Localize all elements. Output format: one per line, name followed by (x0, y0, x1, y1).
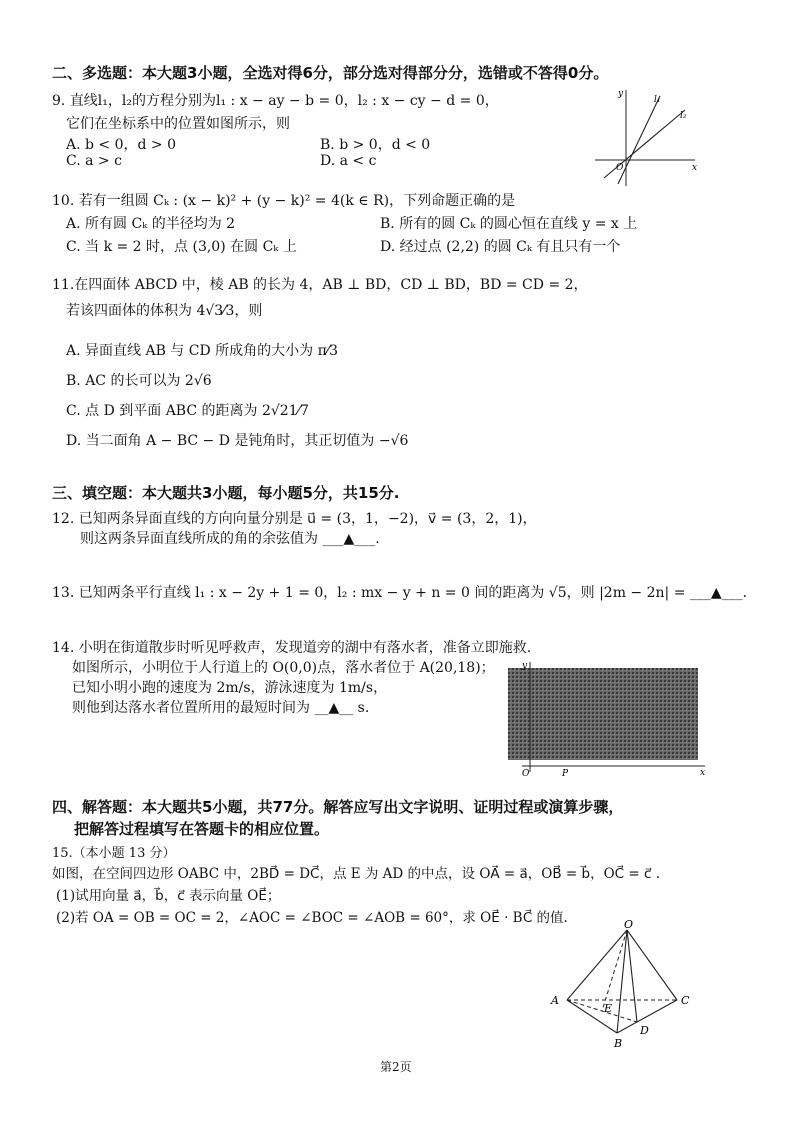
q10-option-a: A. 所有圆 Cₖ 的半径均为 2 (66, 216, 236, 232)
q15-part1: (1)试用向量 a⃗，b⃗，c⃗ 表示向量 OE⃗； (56, 888, 281, 904)
section-4-heading-line1: 四、解答题：本大题共5小题，共77分。解答应写出文字说明、证明过程或演算步骤， (52, 798, 624, 816)
q11-stem-line1: 11.在四面体 ABCD 中，棱 AB 的长为 4，AB ⊥ BD，CD ⊥ BD，BD = CD = 2， (52, 277, 588, 293)
segment-od (627, 930, 637, 1022)
section-2-heading: 二、多选题：本大题3小题，全选对得6分，部分选对得部分分，选错或不答得0分。 (52, 64, 609, 82)
q9-origin-label: O (616, 163, 624, 173)
q15-stem: 如图，在空间四边形 OABC 中，2BD⃗ = DC⃗，点 E 为 AD 的中点，设 OA⃗ = a⃗，OB⃗ = b⃗，OC⃗ = c⃗ . (52, 866, 660, 882)
q11-stem-line2: 若该四面体的体积为 4√3⁄3，则 (66, 303, 263, 319)
page-number: 第2页 (380, 1060, 412, 1074)
q14-stem-line4: 则他到达落水者位置所用的最短时间为 __▲__ s. (72, 700, 370, 716)
q9-option-b: B. b > 0，d < 0 (320, 137, 431, 153)
q11-option-c: C. 点 D 到平面 ABC 的距离为 2√21⁄7 (66, 403, 309, 419)
q15-score: 15.（本小题 13 分） (52, 846, 176, 861)
q9-option-a: A. b < 0，d > 0 (66, 137, 177, 153)
q14-stem-line3: 已知小明小跑的速度为 2m/s，游泳速度为 1m/s， (72, 680, 388, 696)
q13-stem: 13. 已知两条平行直线 l₁ : x − 2y + 1 = 0，l₂ : mx − y + n = 0 间的距离为 √5，则 |2m − 2n| = ___▲___. (52, 585, 748, 601)
q9-l2-label: l₂ (680, 111, 687, 121)
edge-oa (567, 930, 627, 1000)
q9-option-c: C. a > c (66, 153, 122, 169)
q14-x-label: x (700, 768, 706, 778)
vertex-c-label: C (681, 994, 690, 1007)
q9-l1-label: l₁ (654, 95, 661, 105)
vertex-b-label: B (614, 1037, 623, 1050)
q9-x-label: x (692, 163, 698, 173)
q12-stem-line1: 12. 已知两条异面直线的方向向量分别是 u⃗ = (3，1，−2)，v⃗ = (3，2，1)， (52, 511, 537, 527)
q10-option-c: C. 当 k = 2 时，点 (3,0) 在圆 Cₖ 上 (66, 239, 297, 255)
q11-option-a: A. 异面直线 AB 与 CD 所成角的大小为 π⁄3 (66, 343, 339, 359)
q15-part2: (2)若 OA = OB = OC = 2，∠AOC = ∠BOC = ∠AOB = 60°，求 OE⃗ · BC⃗ 的值. (56, 910, 568, 926)
q9-line-l1 (618, 96, 660, 184)
q12-stem-line2: 则这两条异面直线所成的角的余弦值为 ___▲___. (80, 531, 380, 547)
q14-lake (508, 668, 698, 760)
point-e-label: E (604, 1002, 613, 1015)
q9-y-label: y (618, 89, 624, 99)
q14-stem-line2: 如图所示，小明位于人行道上的 O(0,0)点，落水者位于 A(20,18)； (72, 660, 495, 676)
q9-figure (590, 88, 700, 188)
q14-y-label: y (522, 661, 528, 671)
q14-p-label: P (562, 769, 569, 779)
q9-stem-line1: 9. 直线l₁，l₂的方程分别为l₁ : x − ay − b = 0，l₂ : x − cy − d = 0， (52, 93, 499, 109)
q9-option-d: D. a < c (320, 153, 377, 169)
q10-option-d: D. 经过点 (2,2) 的圆 Cₖ 有且只有一个 (380, 239, 621, 255)
q9-stem-line2: 它们在坐标系中的位置如图所示，则 (66, 116, 290, 132)
section-3-heading: 三、填空题：本大题共3小题，每小题5分，共15分. (52, 484, 400, 502)
q11-option-d: D. 当二面角 A − BC − D 是钝角时，其正切值为 −√6 (66, 433, 409, 449)
edge-oc (627, 930, 677, 1000)
q15-tetrahedron-figure (545, 920, 695, 1050)
vertex-o-label: O (624, 918, 634, 931)
q14-stem-line1: 14. 小明在街道散步时听见呼救声，发现道旁的湖中有落水者，准备立即施救. (52, 640, 532, 656)
q10-option-b: B. 所有的圆 Cₖ 的圆心恒在直线 y = x 上 (380, 216, 638, 232)
point-d-label: D (640, 1024, 649, 1037)
vertex-a-label: A (551, 994, 559, 1007)
q10-stem: 10. 若有一组圆 Cₖ : (x − k)² + (y − k)² = 4(k ∈ R)，下列命题正确的是 (52, 193, 516, 209)
q14-figure (500, 660, 710, 778)
q14-origin-label: O (522, 769, 530, 779)
q11-option-b: B. AC 的长可以为 2√6 (66, 373, 212, 389)
section-4-heading-line2: 把解答过程填写在答题卡的相应位置。 (74, 820, 330, 838)
